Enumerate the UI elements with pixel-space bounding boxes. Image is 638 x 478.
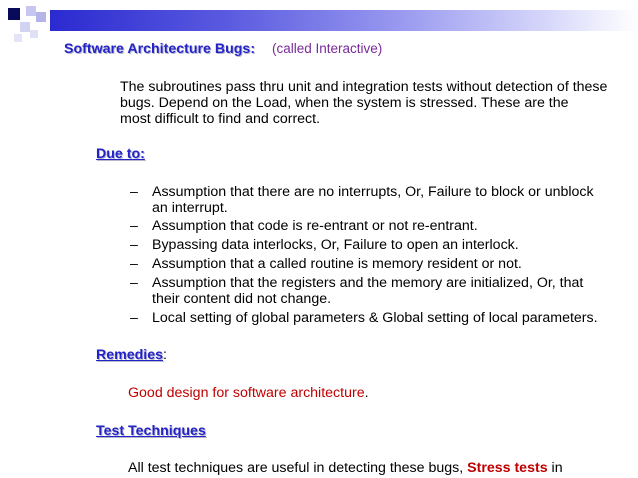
list-item: an interrupt. xyxy=(152,200,228,216)
list-item: Local setting of global parameters & Global setting of local parameters. xyxy=(152,310,598,326)
decor-square-navy xyxy=(8,8,20,20)
remedies-heading-row xyxy=(96,347,167,363)
stress-tests-highlight: Stress tests xyxy=(467,460,548,476)
decor-square-light xyxy=(20,22,30,32)
intro-line: The subroutines pass thru unit and integration tests without detection of these xyxy=(120,79,608,95)
decor-square-light xyxy=(14,34,22,42)
remedies-period: . xyxy=(364,385,369,401)
list-item: Assumption that code is re-entrant or not re-entrant. xyxy=(152,218,478,234)
list-item: their content did not change. xyxy=(152,291,332,307)
bullet-dash: – xyxy=(130,218,138,234)
bullet-dash: – xyxy=(130,237,138,253)
intro-line: bugs. Depend on the Load, when the system is stressed. These are the xyxy=(120,95,569,111)
list-item: Assumption that there are no interrupts, Or, Failure to block or unblock xyxy=(152,184,594,200)
list-item: Assumption that a called routine is memory resident or not. xyxy=(152,256,522,272)
due-to-heading: Due to: xyxy=(96,146,145,162)
test-techniques-heading: Test Techniques xyxy=(96,423,206,439)
bullet-dash: – xyxy=(130,275,138,291)
list-item: Assumption that the registers and the memory are initialized, Or, that xyxy=(152,275,584,291)
list-item: Bypassing data interlocks, Or, Failure to open an interlock. xyxy=(152,237,519,253)
title-gradient-band xyxy=(50,10,638,31)
page-subtitle: (called Interactive) xyxy=(272,41,383,56)
test-techniques-text-row xyxy=(128,460,563,476)
decor-square-light xyxy=(36,12,46,22)
remedies-heading: Remedies xyxy=(96,347,164,363)
bullet-dash: – xyxy=(130,184,138,200)
decor-square-light xyxy=(26,6,36,16)
intro-line: most difficult to find and correct. xyxy=(120,111,321,127)
decor-square-light xyxy=(30,30,38,38)
remedies-text: Good design for software architecture xyxy=(128,385,365,401)
bullet-dash: – xyxy=(130,310,138,326)
remedies-text-row xyxy=(128,385,369,401)
bullet-dash: – xyxy=(130,256,138,272)
remedies-colon: : xyxy=(163,347,167,363)
page-title: Software Architecture Bugs: xyxy=(64,41,256,57)
test-techniques-text: All test techniques are useful in detecting these bugs, xyxy=(128,460,468,476)
test-techniques-text-end: in xyxy=(547,460,563,476)
